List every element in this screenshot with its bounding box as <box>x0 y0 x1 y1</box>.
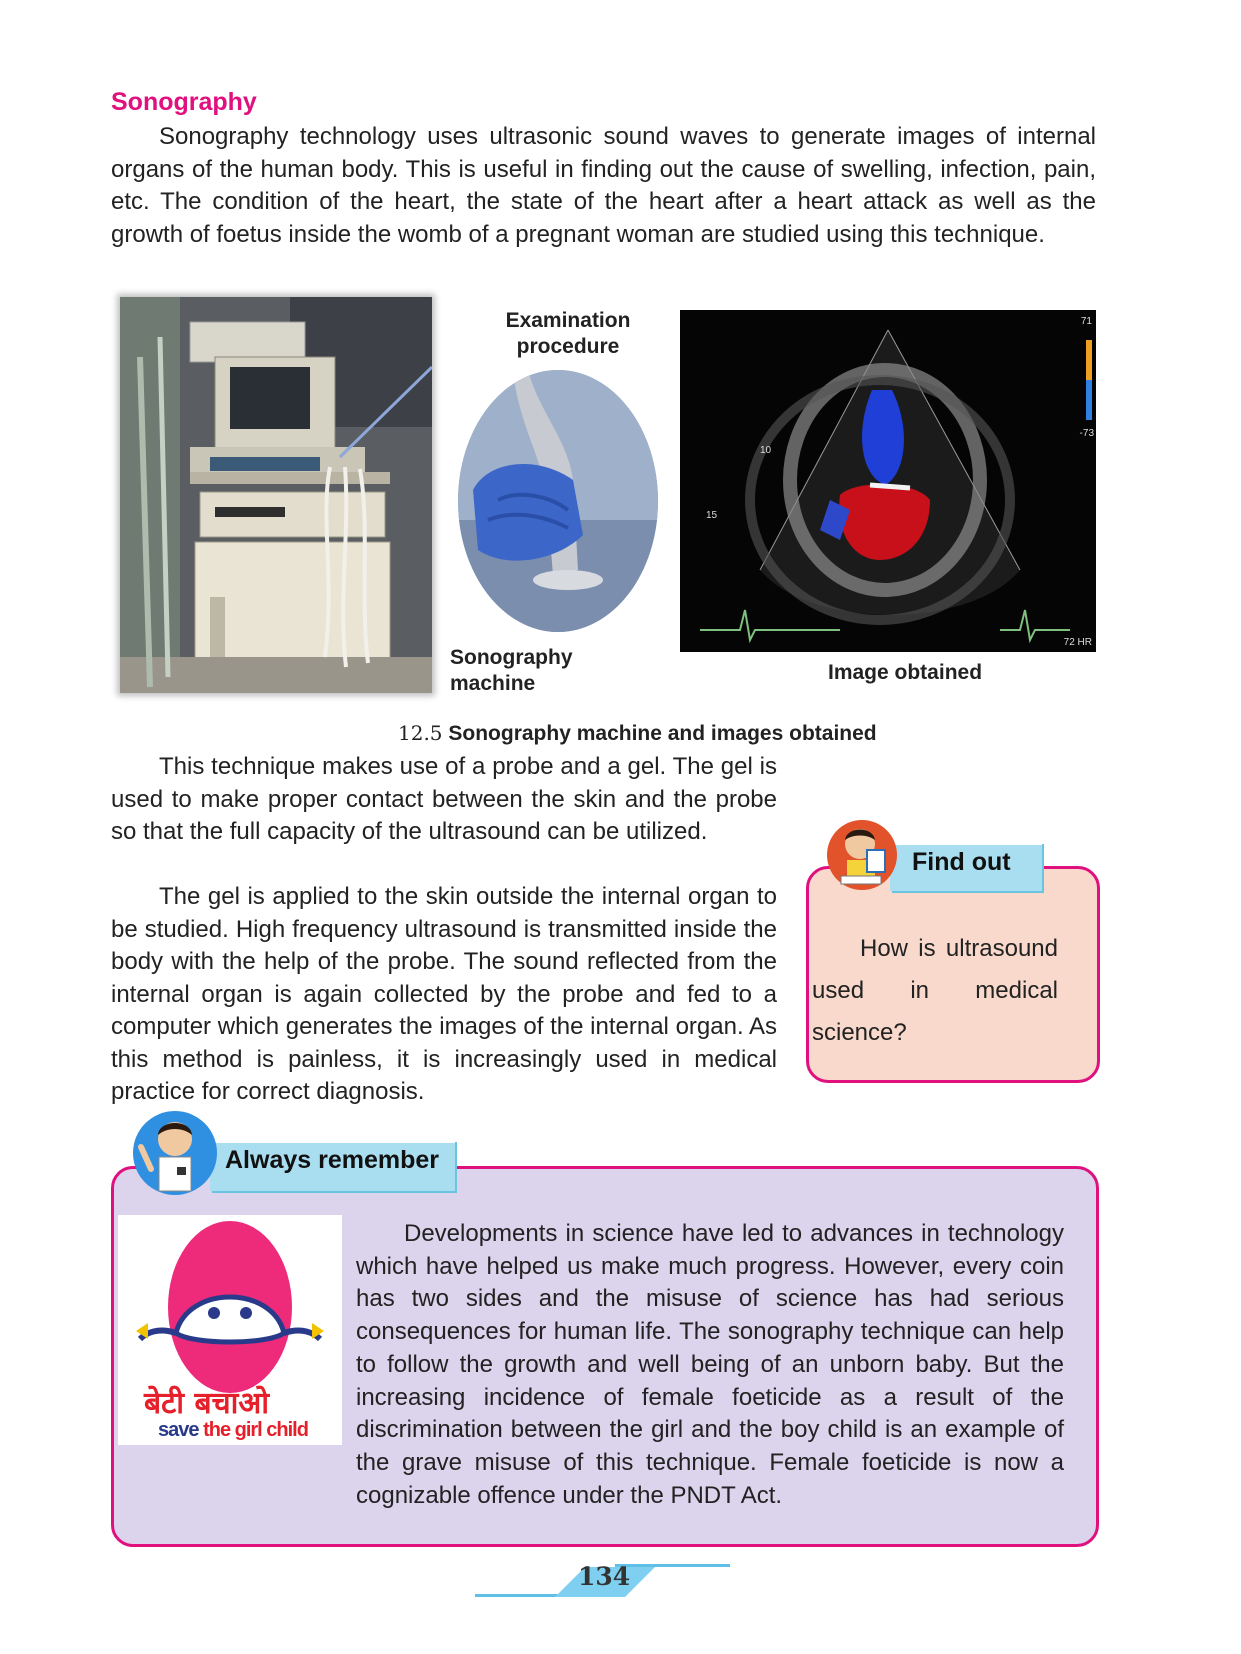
body-paragraph-procedure: The gel is applied to the skin outside the internal organ to be studied. High frequency ultrasound is transmitted inside the body with the help of the probe. The sound reflected from the internal organ is again collected by the probe and fed to a computer which generates the images of the internal organ. As this method is painless, it is increasingly used in medical practice for correct diagnosis. <box>111 883 777 1105</box>
student-boy-icon <box>133 1111 217 1195</box>
figure-number: 12.5 <box>398 721 443 745</box>
always-remember-title: Always remember <box>225 1146 440 1174</box>
body-paragraph-probe-gel: This technique makes use of a probe and a gel. The gel is used to make proper contact between the skin and the probe so that the full capacity of the ultrasound can be utilized. <box>111 753 777 845</box>
sonography-machine-photo <box>120 297 432 693</box>
examination-probe-photo <box>458 370 658 632</box>
figure-label-image: Image obtained <box>828 661 983 684</box>
figure-caption-text: Sonography machine and images obtained <box>448 722 877 745</box>
echo-scale-top: 71 <box>1080 316 1092 327</box>
logo-english-text <box>158 1419 308 1442</box>
always-remember-text: Developments in science have led to advances in technology which have helped us make much progress. However, every coin has two sides and the misuse of science has had serious consequences for human life. The sonography technique can help to follow the growth and well being of an unborn baby. But the increasing incidence of female foeticide as a result of the discrimination between the girl and the boy child is an example of the grave misuse of this technique. Female foeticide is now a cognizable offence under the PNDT Act. <box>356 1220 1064 1509</box>
echo-scale-bottom: -73 <box>1079 428 1094 439</box>
figure-label-examination: Examination procedure <box>505 309 631 358</box>
save-girl-child-logo <box>118 1215 342 1445</box>
sonography-output-image <box>680 310 1096 652</box>
page-number: 134 <box>578 1562 631 1591</box>
find-out-question: How is ultrasound used in medical science? <box>812 935 1058 1046</box>
echo-heart-rate: 72 HR <box>1063 637 1092 648</box>
section-heading: Sonography <box>111 88 257 116</box>
probe-hand-illustration <box>458 370 658 632</box>
echo-depth-10: 10 <box>760 445 772 456</box>
reading-boy-icon <box>827 820 897 890</box>
sonography-machine-illustration <box>120 297 432 693</box>
intro-paragraph: Sonography technology uses ultrasonic sound waves to generate images of internal organs of the human body. This is useful in finding out the cause of swelling, infection, pain, etc. The condition of the heart, the state of the heart after a heart attack as well as the growth of foetus inside the womb of a pregnant woman are studied using this technique. <box>111 123 1096 248</box>
echo-depth-15: 15 <box>706 510 718 521</box>
figure-label-machine: Sonography machine <box>450 646 573 695</box>
logo-girl-child-words: the girl child <box>203 1419 308 1441</box>
find-out-title: Find out <box>912 848 1011 876</box>
figure-caption <box>398 721 877 746</box>
logo-save-word: save <box>158 1419 199 1441</box>
echocardiogram-illustration <box>680 310 1096 652</box>
logo-hindi-text: बेटी बचाओ <box>144 1386 270 1421</box>
